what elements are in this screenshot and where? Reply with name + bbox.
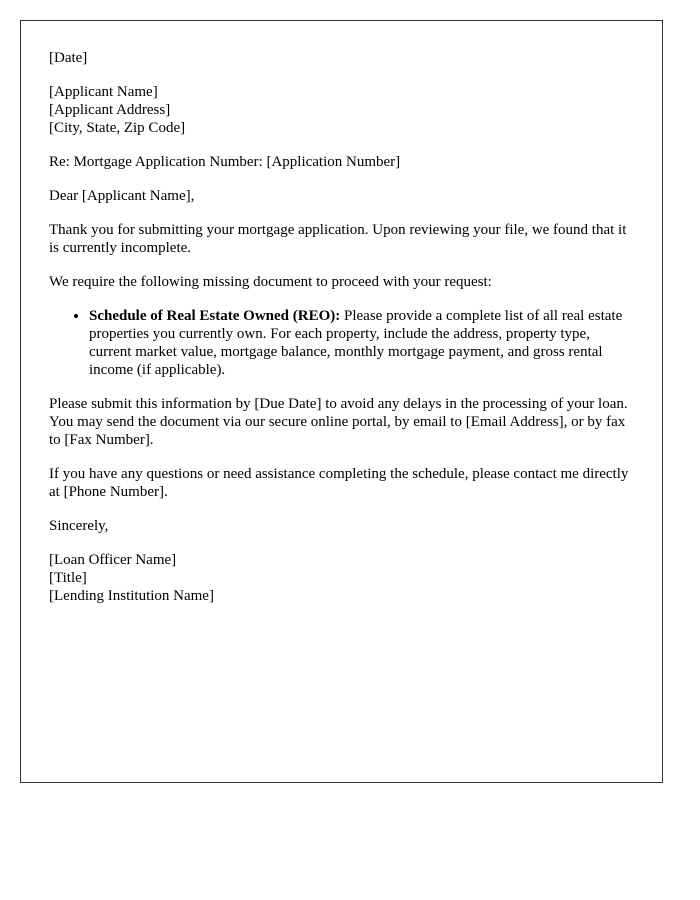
recipient-block [49, 83, 634, 137]
letter-date: [Date] [49, 50, 88, 66]
document-title: Schedule of Real Estate Owned (REO): [89, 308, 341, 324]
salutation: Dear [Applicant Name], [49, 188, 195, 204]
list-item [89, 307, 634, 379]
document-description: Please provide a complete list of all real estate properties you currently own. For each property, include the address, property type, current market value, mortgage balance, monthly mortgage payment, and gross rental income (if applicable). [89, 308, 623, 378]
signature-institution: [Lending Institution Name] [49, 588, 214, 604]
letter [20, 20, 663, 783]
recipient-address: [Applicant Address] [49, 102, 171, 118]
recipient-city-state-zip: [City, State, Zip Code] [49, 120, 186, 136]
signature-name: [Loan Officer Name] [49, 552, 177, 568]
signature-block [49, 551, 634, 605]
signature-title: [Title] [49, 570, 87, 586]
contact-paragraph: If you have any questions or need assistance completing the schedule, please contact me directly at [Phone Number]. [49, 466, 629, 500]
closing: Sincerely, [49, 518, 109, 534]
recipient-name: [Applicant Name] [49, 84, 158, 100]
subject-line: Re: Mortgage Application Number: [Application Number] [49, 154, 401, 170]
requirement-paragraph: We require the following missing document to proceed with your request: [49, 274, 492, 290]
submission-paragraph: Please submit this information by [Due Date] to avoid any delays in the processing of your loan. You may send the document via our secure online portal, by email to [Email Address], or by fax to [Fax Number]. [49, 396, 628, 448]
intro-paragraph: Thank you for submitting your mortgage application. Upon reviewing your file, we found that it is currently incomplete. [49, 222, 627, 256]
missing-documents-list [49, 307, 634, 379]
